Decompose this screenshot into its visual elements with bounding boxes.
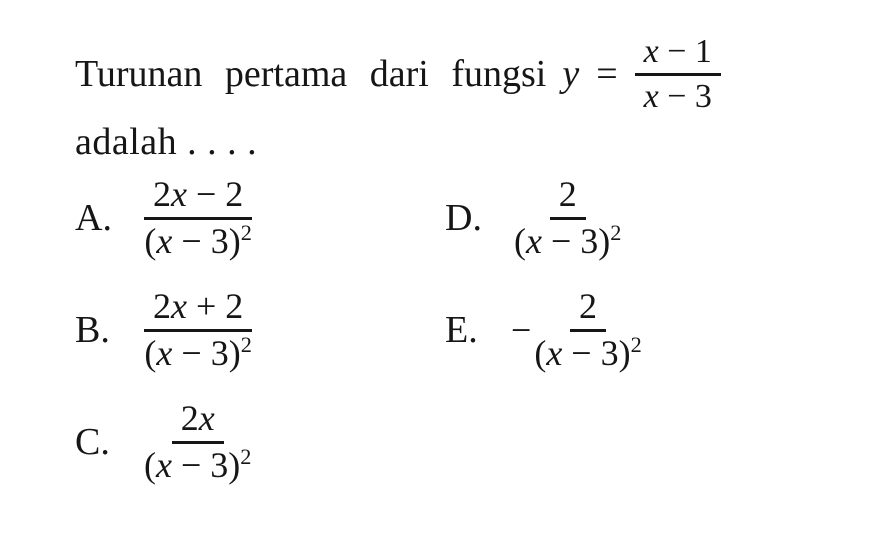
question-text: Turunan pertama dari fungsi xyxy=(75,53,547,96)
option-label: D. xyxy=(445,197,482,240)
equals-sign: = xyxy=(596,53,618,96)
fraction-denominator: $(x - 3)^2$ xyxy=(144,443,252,485)
option-fraction xyxy=(144,400,251,485)
options-grid xyxy=(75,174,862,486)
question-fraction xyxy=(635,34,721,114)
option-fraction xyxy=(534,288,641,373)
fraction-numerator: 2x + 2 xyxy=(144,288,252,332)
option-c xyxy=(75,398,445,486)
option-fraction xyxy=(514,176,621,261)
option-label: C. xyxy=(75,421,110,464)
options-column-left xyxy=(75,174,445,486)
question-block xyxy=(75,34,862,164)
fraction-numerator: 2x − 2 xyxy=(144,176,252,220)
option-label: B. xyxy=(75,309,110,352)
function-equation xyxy=(562,34,721,114)
equation-lhs: y xyxy=(562,53,580,96)
option-fraction xyxy=(144,176,252,261)
option-e xyxy=(445,286,642,374)
option-label: A. xyxy=(75,197,112,240)
fraction-denominator: x − 3 xyxy=(643,77,712,115)
fraction-numerator: x − 1 xyxy=(635,34,721,76)
fraction-denominator: $(x - 3)^2$ xyxy=(144,331,252,373)
option-b xyxy=(75,286,445,374)
option-d xyxy=(445,174,642,262)
options-column-right xyxy=(445,174,642,486)
question-line-1 xyxy=(75,34,862,114)
question-line-2: adalah . . . . xyxy=(75,121,258,164)
fraction-denominator: $(x - 3)^2$ xyxy=(534,331,642,373)
option-a xyxy=(75,174,445,262)
fraction-numerator: 2 xyxy=(550,176,586,220)
fraction-numerator: 2x xyxy=(172,400,224,444)
option-fraction xyxy=(144,288,252,373)
option-sign: − xyxy=(511,310,532,351)
fraction-numerator: 2 xyxy=(570,288,606,332)
fraction-denominator: $(x - 3)^2$ xyxy=(514,219,622,261)
fraction-denominator: $(x - 3)^2$ xyxy=(144,219,252,261)
option-label: E. xyxy=(445,309,478,352)
